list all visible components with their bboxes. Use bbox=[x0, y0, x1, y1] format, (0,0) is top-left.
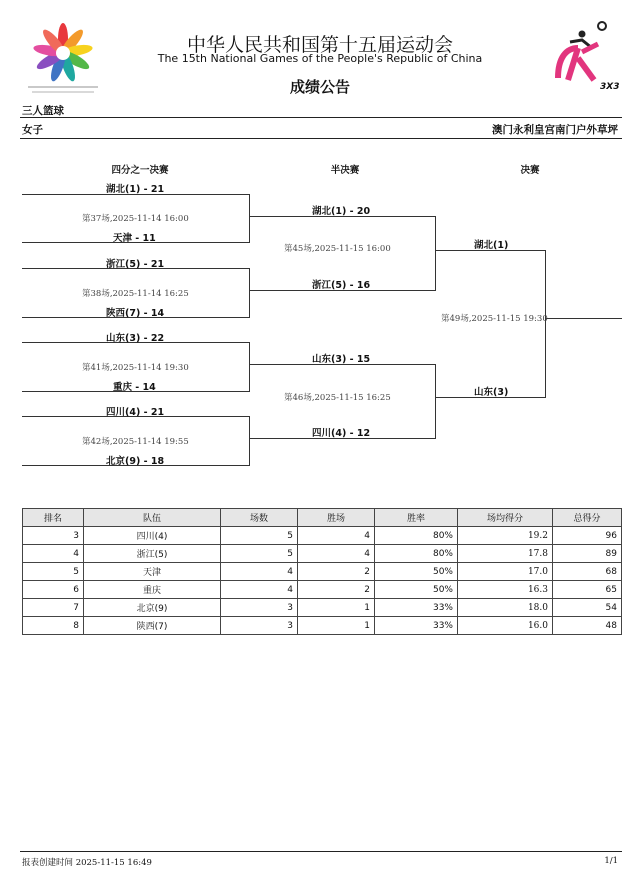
qf1-bottom-team: 天津 - 11 bbox=[113, 233, 156, 244]
total-points-cell: 54 bbox=[553, 599, 622, 617]
wins-cell: 2 bbox=[298, 581, 375, 599]
win-rate-cell: 80% bbox=[375, 527, 458, 545]
avg-points-cell: 19.2 bbox=[458, 527, 553, 545]
team-cell: 浙江(5) bbox=[84, 545, 221, 563]
report-title: 成绩公告 bbox=[289, 78, 350, 96]
rank-cell: 7 bbox=[23, 599, 84, 617]
page-number: 1/1 bbox=[604, 856, 618, 866]
rank-cell: 6 bbox=[23, 581, 84, 599]
qf4-top-team: 四川(4) - 21 bbox=[106, 407, 165, 418]
header-divider-top bbox=[20, 117, 622, 118]
avg-points-cell: 17.8 bbox=[458, 545, 553, 563]
round-header-semifinal: 半决赛 bbox=[330, 165, 360, 176]
avg-points-cell: 18.0 bbox=[458, 599, 553, 617]
round-header-final: 决赛 bbox=[520, 165, 540, 176]
table-row bbox=[23, 599, 622, 617]
win-rate-cell: 50% bbox=[375, 581, 458, 599]
games-cell: 5 bbox=[221, 545, 298, 563]
rank-cell: 8 bbox=[23, 617, 84, 635]
sf1-bottom-team: 浙江(5) - 16 bbox=[312, 280, 371, 291]
bracket-line bbox=[249, 268, 250, 318]
report-created-time: 报表创建时间 2025-11-15 16:49 bbox=[22, 858, 152, 868]
team-cell: 北京(9) bbox=[84, 599, 221, 617]
games-cell: 4 bbox=[221, 581, 298, 599]
table-row bbox=[23, 527, 622, 545]
team-cell: 陕西(7) bbox=[84, 617, 221, 635]
table-row bbox=[23, 545, 622, 563]
qf4-bottom-team: 北京(9) - 18 bbox=[106, 456, 165, 467]
team-cell: 重庆 bbox=[84, 581, 221, 599]
avg-points-cell: 17.0 bbox=[458, 563, 553, 581]
sf2-match-info: 第46场,2025-11-15 16:25 bbox=[284, 393, 391, 403]
table-header-row bbox=[23, 509, 622, 527]
column-header-rank: 排名 bbox=[23, 509, 84, 527]
qf1-match-info: 第37场,2025-11-14 16:00 bbox=[82, 214, 189, 224]
wins-cell: 1 bbox=[298, 617, 375, 635]
total-points-cell: 96 bbox=[553, 527, 622, 545]
column-header-games: 场数 bbox=[221, 509, 298, 527]
gender-category: 女子 bbox=[22, 124, 43, 136]
column-header-wins: 胜场 bbox=[298, 509, 375, 527]
footer-divider bbox=[20, 851, 622, 852]
win-rate-cell: 50% bbox=[375, 563, 458, 581]
column-header-total-points: 总得分 bbox=[553, 509, 622, 527]
column-header-team: 队伍 bbox=[84, 509, 221, 527]
qf2-match-info: 第38场,2025-11-14 16:25 bbox=[82, 289, 189, 299]
bracket-line bbox=[249, 194, 250, 243]
table-row bbox=[23, 581, 622, 599]
bracket-line bbox=[435, 216, 436, 291]
event-name: 三人篮球 bbox=[22, 105, 64, 117]
qf3-top-team: 山东(3) - 22 bbox=[106, 333, 165, 344]
sf1-top-team: 湖北(1) - 20 bbox=[312, 206, 371, 217]
bracket-line bbox=[546, 318, 622, 319]
column-header-avg-points: 场均得分 bbox=[458, 509, 553, 527]
rank-cell: 4 bbox=[23, 545, 84, 563]
win-rate-cell: 33% bbox=[375, 617, 458, 635]
games-cell: 3 bbox=[221, 599, 298, 617]
games-cell: 5 bbox=[221, 527, 298, 545]
qf4-match-info: 第42场,2025-11-14 19:55 bbox=[82, 437, 189, 447]
final-bottom-team: 山东(3) bbox=[474, 387, 509, 398]
total-points-cell: 68 bbox=[553, 563, 622, 581]
qf2-bottom-team: 陕西(7) - 14 bbox=[106, 308, 165, 319]
total-points-cell: 48 bbox=[553, 617, 622, 635]
qf1-top-team: 湖北(1) - 21 bbox=[106, 184, 165, 195]
qf2-top-team: 浙江(5) - 21 bbox=[106, 259, 165, 270]
wins-cell: 1 bbox=[298, 599, 375, 617]
wins-cell: 4 bbox=[298, 527, 375, 545]
venue-name: 澳门永利皇宫南门户外草坪 bbox=[492, 124, 618, 136]
total-points-cell: 89 bbox=[553, 545, 622, 563]
header-divider-bottom bbox=[20, 138, 622, 139]
sf1-match-info: 第45场,2025-11-15 16:00 bbox=[284, 244, 391, 254]
table-row bbox=[23, 563, 622, 581]
win-rate-cell: 80% bbox=[375, 545, 458, 563]
sf2-bottom-team: 四川(4) - 12 bbox=[312, 428, 371, 439]
bracket-line bbox=[249, 416, 250, 466]
wins-cell: 4 bbox=[298, 545, 375, 563]
total-points-cell: 65 bbox=[553, 581, 622, 599]
standings-table bbox=[22, 508, 622, 635]
qf3-match-info: 第41场,2025-11-14 19:30 bbox=[82, 363, 189, 373]
qf3-bottom-team: 重庆 - 14 bbox=[113, 382, 156, 393]
round-header-quarterfinal: 四分之一决赛 bbox=[111, 165, 169, 176]
games-cell: 4 bbox=[221, 563, 298, 581]
logo-3x3-text: 3X3 bbox=[600, 82, 620, 92]
bracket-line bbox=[435, 364, 436, 439]
team-cell: 天津 bbox=[84, 563, 221, 581]
avg-points-cell: 16.3 bbox=[458, 581, 553, 599]
rank-cell: 5 bbox=[23, 563, 84, 581]
games-cell: 3 bbox=[221, 617, 298, 635]
table-row bbox=[23, 617, 622, 635]
bracket-line bbox=[249, 342, 250, 392]
final-match-info: 第49场,2025-11-15 19:30 bbox=[441, 314, 548, 324]
games-title-chinese: 中华人民共和国第十五届运动会 bbox=[186, 34, 453, 56]
rank-cell: 3 bbox=[23, 527, 84, 545]
win-rate-cell: 33% bbox=[375, 599, 458, 617]
column-header-win-rate: 胜率 bbox=[375, 509, 458, 527]
final-top-team: 湖北(1) bbox=[474, 240, 509, 251]
sf2-top-team: 山东(3) - 15 bbox=[312, 354, 371, 365]
team-cell: 四川(4) bbox=[84, 527, 221, 545]
avg-points-cell: 16.0 bbox=[458, 617, 553, 635]
games-title-english: The 15th National Games of the People's Republic of China bbox=[157, 52, 483, 65]
wins-cell: 2 bbox=[298, 563, 375, 581]
bracket-line bbox=[545, 250, 546, 398]
